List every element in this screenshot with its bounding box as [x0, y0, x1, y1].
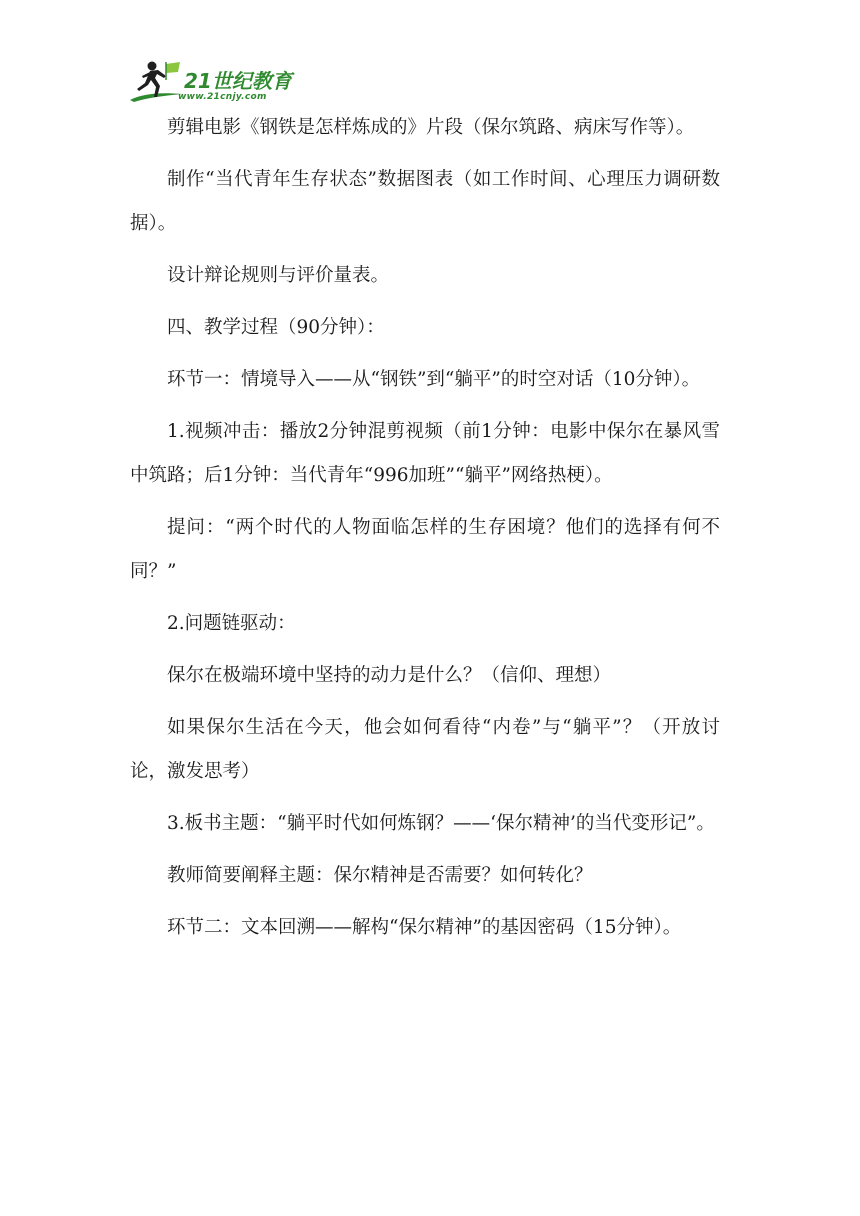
paragraph: 剪辑电影《钢铁是怎样炼成的》片段（保尔筑路、病床写作等）。 — [167, 117, 695, 138]
paragraph: 如果保尔生活在今天，他会如何看待“内卷”与“躺平”？（开放讨论，激发思考） — [130, 717, 720, 782]
logo-url-text: www.21cnjy.com — [178, 92, 267, 102]
paragraph: 环节一：情境导入——从“钢铁”到“躺平”的时空对话（10分钟）。 — [167, 369, 701, 390]
paragraph: 教师简要阐释主题：保尔精神是否需要？如何转化？ — [167, 865, 593, 886]
document-body — [130, 106, 720, 950]
paragraph: 提问：“两个时代的人物面临怎样的生存困境？他们的选择有何不同？” — [130, 517, 720, 582]
paragraph: 2.问题链驱动： — [167, 613, 296, 634]
paragraph: 3.板书主题：“躺平时代如何炼钢？——‘保尔精神’的当代变形记”。 — [167, 813, 715, 834]
paragraph: 环节二：文本回溯——解构“保尔精神”的基因密码（15分钟）。 — [167, 917, 682, 938]
section-heading: 四、教学过程（90分钟）： — [167, 317, 385, 338]
logo-brand-text: 21世纪教育 — [184, 69, 292, 93]
paragraph: 1.视频冲击：播放2分钟混剪视频（前1分钟：电影中保尔在暴风雪中筑路；后1分钟：当代青年“996加班”“躺平”网络热梗）。 — [130, 421, 720, 486]
runner-logo-icon — [128, 58, 184, 104]
site-logo — [128, 58, 308, 106]
paragraph: 保尔在极端环境中坚持的动力是什么？（信仰、理想） — [167, 665, 612, 686]
paragraph: 设计辩论规则与评价量表。 — [167, 265, 390, 286]
paragraph: 制作“当代青年生存状态”数据图表（如工作时间、心理压力调研数据）。 — [130, 169, 720, 234]
